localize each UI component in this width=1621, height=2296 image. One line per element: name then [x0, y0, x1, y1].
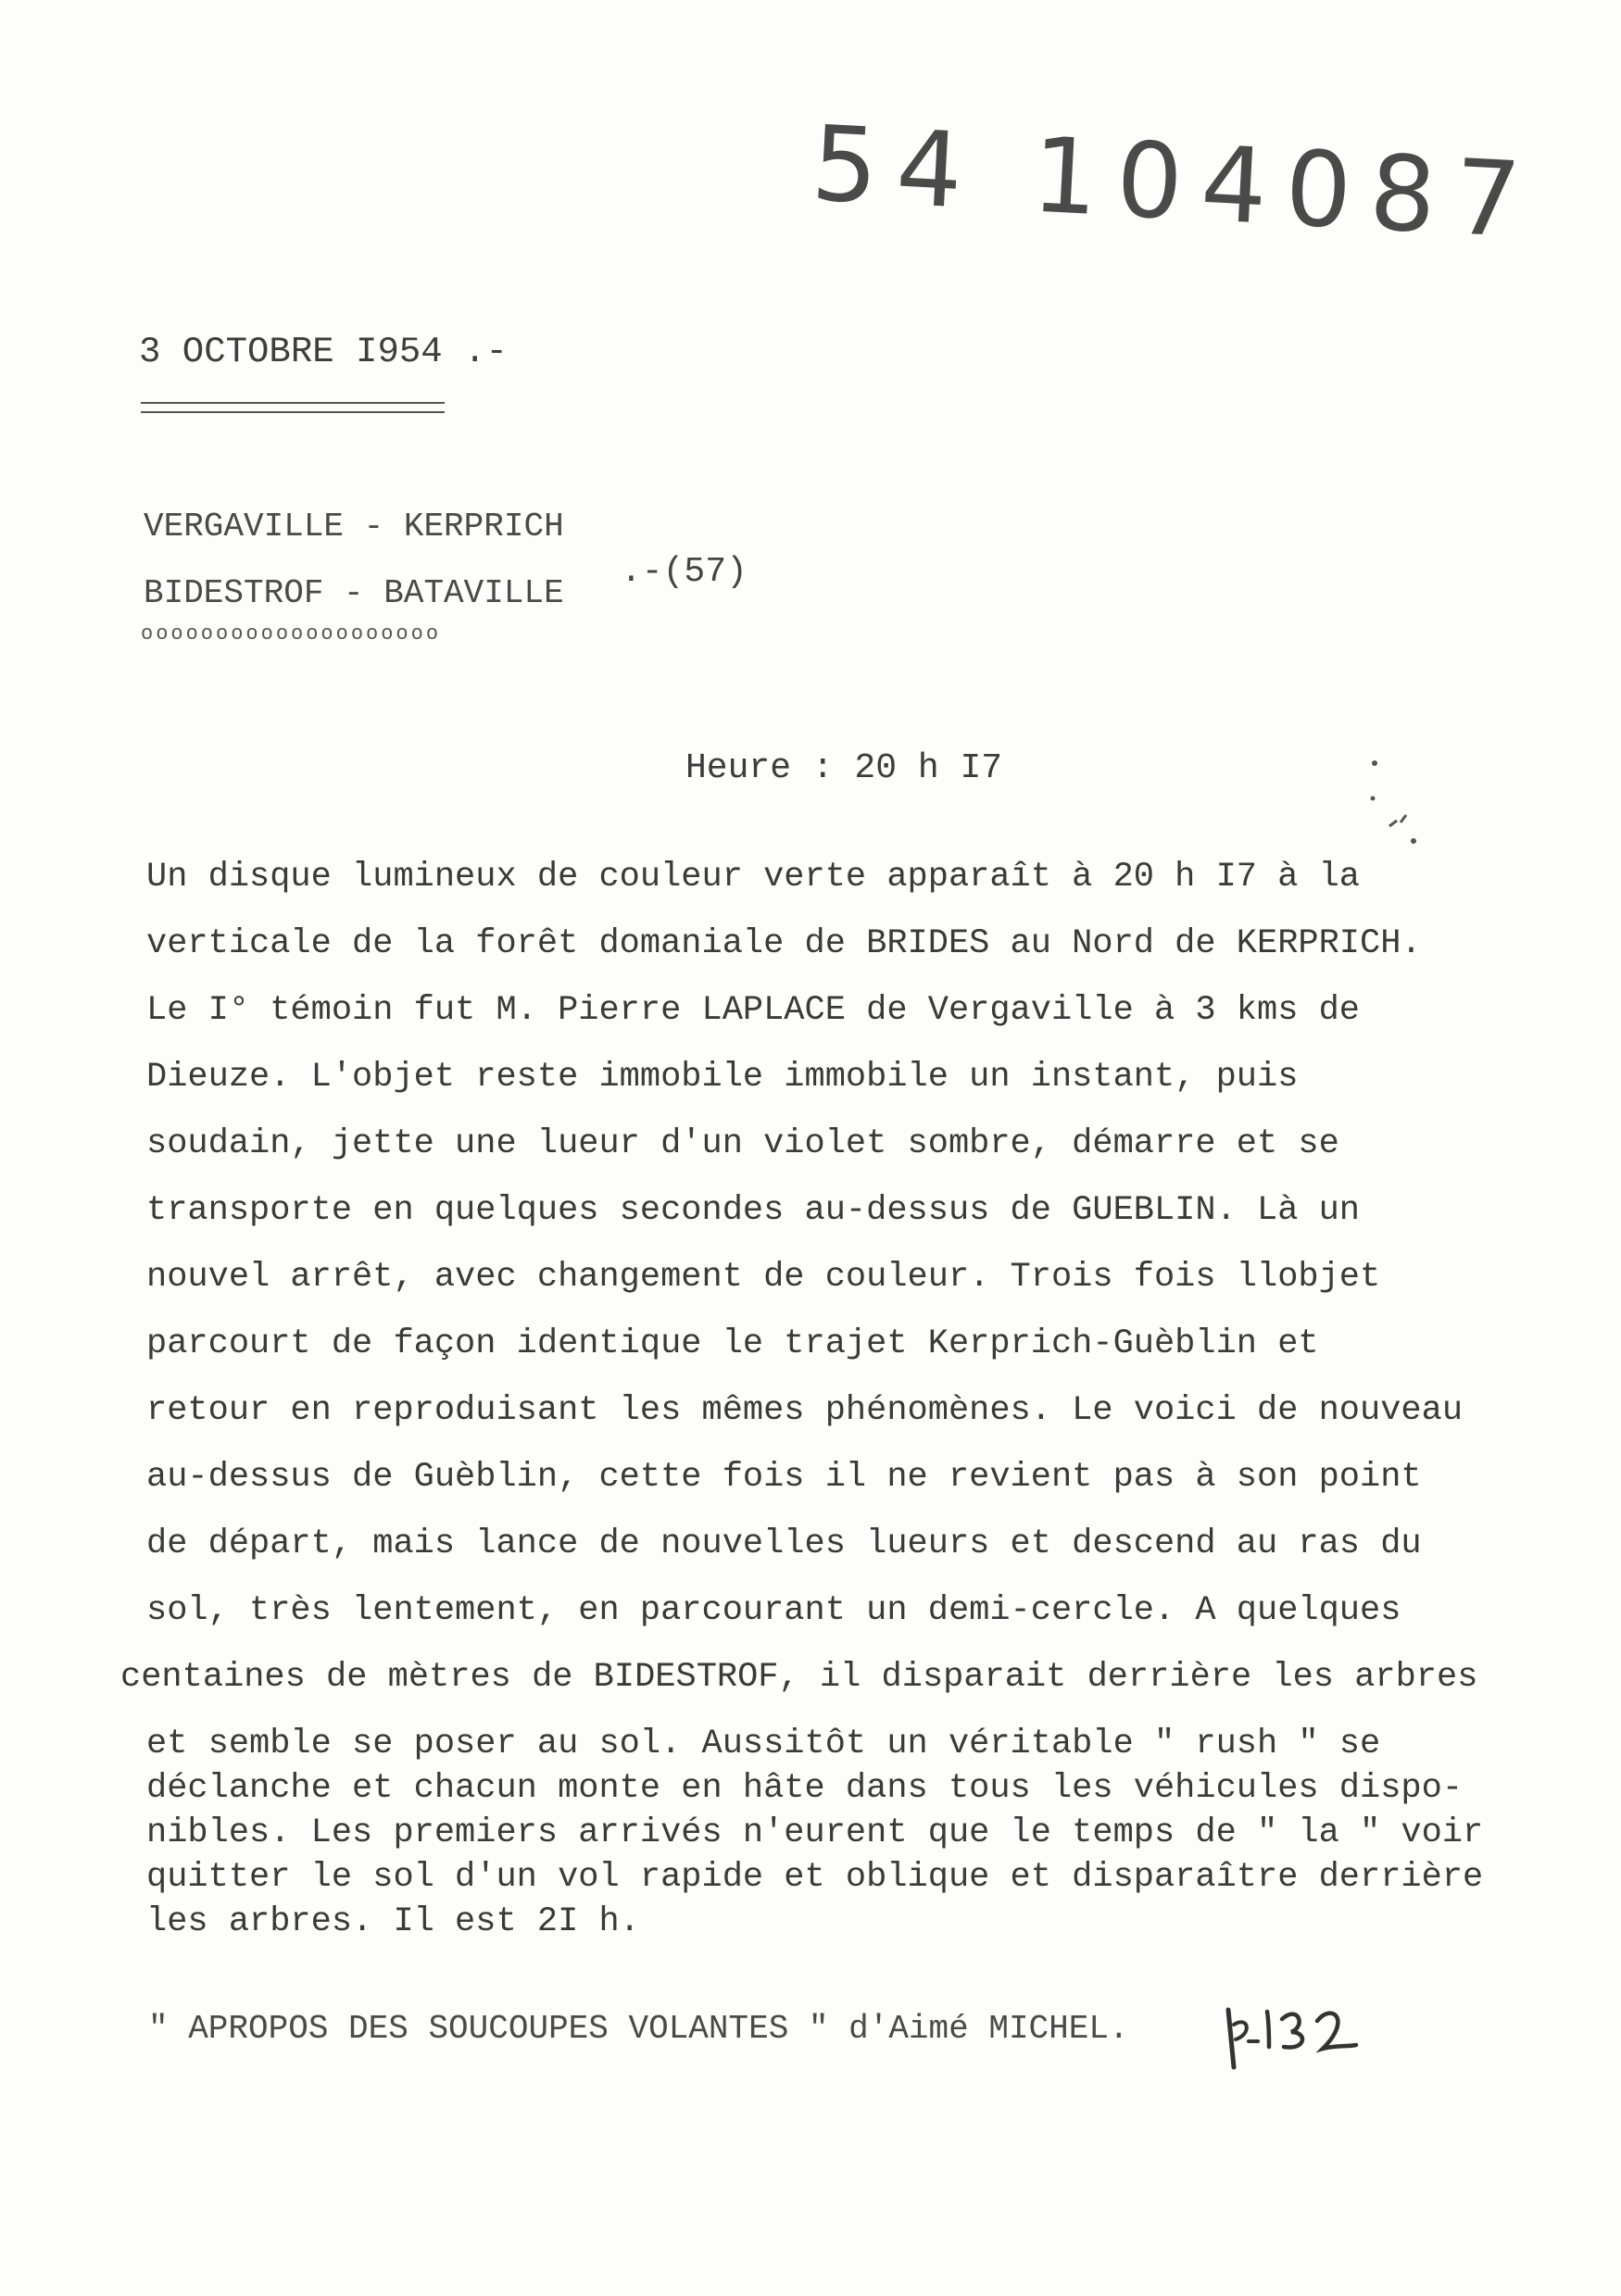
body-line: les arbres. Il est 2I h.: [146, 1902, 640, 1941]
body-line: déclanche et chacun monte en hâte dans tous les véhicules dispo-: [146, 1769, 1464, 1808]
document-date: 3 OCTOBRE I954 .-: [139, 332, 508, 372]
body-line: transporte en quelques secondes au-dessus de GUEBLIN. Là un: [146, 1191, 1361, 1230]
places-line-2: BIDESTROF - BATAVILLE: [144, 574, 564, 612]
department-number: .-(57): [621, 552, 748, 592]
body-line: retour en reproduisant les mêmes phénomènes. Le voici de nouveau: [146, 1391, 1464, 1430]
places-line-1: VERGAVILLE - KERPRICH: [144, 508, 564, 546]
body-line: nouvel arrêt, avec changement de couleur. Trois fois llobjet: [146, 1258, 1381, 1297]
separator-circles: oooooooooooooooooooo: [141, 622, 442, 646]
body-line: Dieuze. L'objet reste immobile immobile un instant, puis: [146, 1058, 1299, 1097]
body-line: de départ, mais lance de nouvelles lueurs et descend au ras du: [146, 1524, 1422, 1563]
date-underline-double: [141, 411, 445, 413]
body-line: parcourt de façon identique le trajet Kerprich-Guèblin et: [146, 1324, 1319, 1363]
time-heading: Heure : 20 h I7: [685, 748, 1003, 788]
body-line: soudain, jette une lueur d'un violet sombre, démarre et se: [146, 1124, 1339, 1163]
body-line: et semble se poser au sol. Aussitôt un véritable " rush " se: [146, 1725, 1381, 1763]
body-line: verticale de la forêt domaniale de BRIDES au Nord de KERPRICH.: [146, 924, 1422, 963]
body-line: nibles. Les premiers arrivés n'eurent que le temps de " la " voir: [146, 1813, 1484, 1852]
body-line: quitter le sol d'un vol rapide et oblique et disparaître derrière: [146, 1858, 1484, 1897]
body-line: Le I° témoin fut M. Pierre LAPLACE de Vergaville à 3 kms de: [146, 991, 1361, 1030]
body-line: Un disque lumineux de couleur verte apparaît à 20 h I7 à la: [146, 858, 1361, 897]
body-line: centaines de mètres de BIDESTROF, il disparait derrière les arbres: [120, 1658, 1478, 1697]
date-underline: [141, 402, 445, 404]
body-line: sol, très lentement, en parcourant un demi-cercle. A quelques: [146, 1591, 1401, 1630]
body-line: au-dessus de Guèblin, cette fois il ne revient pas à son point: [146, 1458, 1422, 1497]
source-citation: " APROPOS DES SOUCOUPES VOLANTES " d'Aimé MICHEL.: [148, 2010, 1129, 2048]
reference-stamp: 54 104087: [809, 104, 1542, 262]
page-reference-handwritten: [1221, 1991, 1360, 2075]
margin-marks-icon: [1369, 752, 1425, 854]
